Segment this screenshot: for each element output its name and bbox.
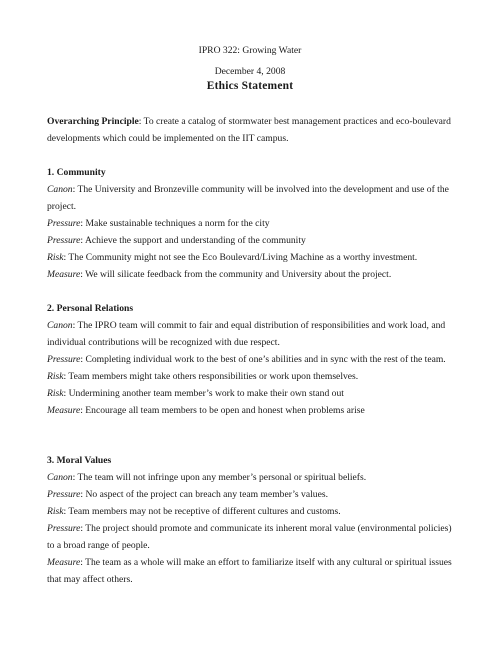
item-label: Canon [47,472,73,483]
page-title: Ethics Statement [206,80,294,92]
list-item [47,368,454,385]
list-item [47,232,454,249]
item-label: Pressure [47,354,81,365]
list-item [47,266,454,283]
list-item [47,520,454,554]
section-title: 2. Personal Relations [47,303,134,314]
item-label: Pressure [47,235,81,246]
course-title: IPRO 322: Growing Water [198,45,302,56]
item-label: Risk [47,506,64,517]
item-text: : Team members may not be receptive of different cultures and customs. [63,506,341,517]
item-label: Pressure [47,218,81,229]
item-text: : The project should promote and communicate its inherent moral value (environmental policies) to a broad range of people. [47,523,452,551]
item-label: Canon [47,320,73,331]
overarching-principle [47,113,454,147]
principle-paragraph [47,113,454,147]
item-text: : The IPRO team will commit to fair and equal distribution of responsibilities and work load, and individual contributions will be recognized with due respect. [47,320,446,348]
item-text: : The University and Bronzeville community will be involved into the development and use of the project. [47,184,449,212]
list-item [47,503,454,520]
item-text: : The team will not infringe upon any member’s personal or spiritual beliefs. [72,472,367,483]
item-text: : Achieve the support and understanding of the community [80,235,306,246]
item-label: Pressure [47,523,81,534]
list-item [47,486,454,503]
section-moral-values [47,452,454,588]
principle-label: Overarching Principle [47,116,139,127]
item-text: : The team as a whole will make an effort to familiarize itself with any cultural or spiritual issues that may affect others. [47,557,452,585]
item-label: Measure [47,269,81,280]
item-text: : Team members might take others responsibilities or work upon themselves. [63,371,359,382]
item-text: : We will silicate feedback from the community and University about the project. [80,269,392,280]
item-label: Measure [47,557,81,568]
item-label: Risk [47,252,64,263]
list-item [47,385,454,402]
list-item [47,351,454,368]
item-label: Pressure [47,489,81,500]
principle-text: : To create a catalog of stormwater best management practices and eco-boulevard developments which could be implemented on the IIT campus. [47,116,451,144]
list-item [47,402,454,419]
list-item [47,215,454,232]
list-item [47,554,454,588]
item-text: : Make sustainable techniques a norm for the city [80,218,270,229]
section-title: 1. Community [47,167,106,178]
document-date: December 4, 2008 [214,66,286,77]
section-community [47,164,454,283]
list-item [47,469,454,486]
item-text: : Undermining another team member’s work to make their own stand out [63,388,344,399]
section-personal-relations [47,300,454,419]
item-text: : Completing individual work to the best of one’s abilities and in sync with the rest of the team. [80,354,446,365]
item-label: Risk [47,388,64,399]
section-title: 3. Moral Values [47,455,112,466]
list-item [47,181,454,215]
item-label: Measure [47,405,81,416]
item-text: : No aspect of the project can breach any team member’s values. [80,489,328,500]
list-item [47,317,454,351]
item-text: : Encourage all team members to be open and honest when problems arise [80,405,365,416]
item-label: Canon [47,184,73,195]
list-item [47,249,454,266]
item-text: : The Community might not see the Eco Boulevard/Living Machine as a worthy investment. [63,252,418,263]
item-label: Risk [47,371,64,382]
